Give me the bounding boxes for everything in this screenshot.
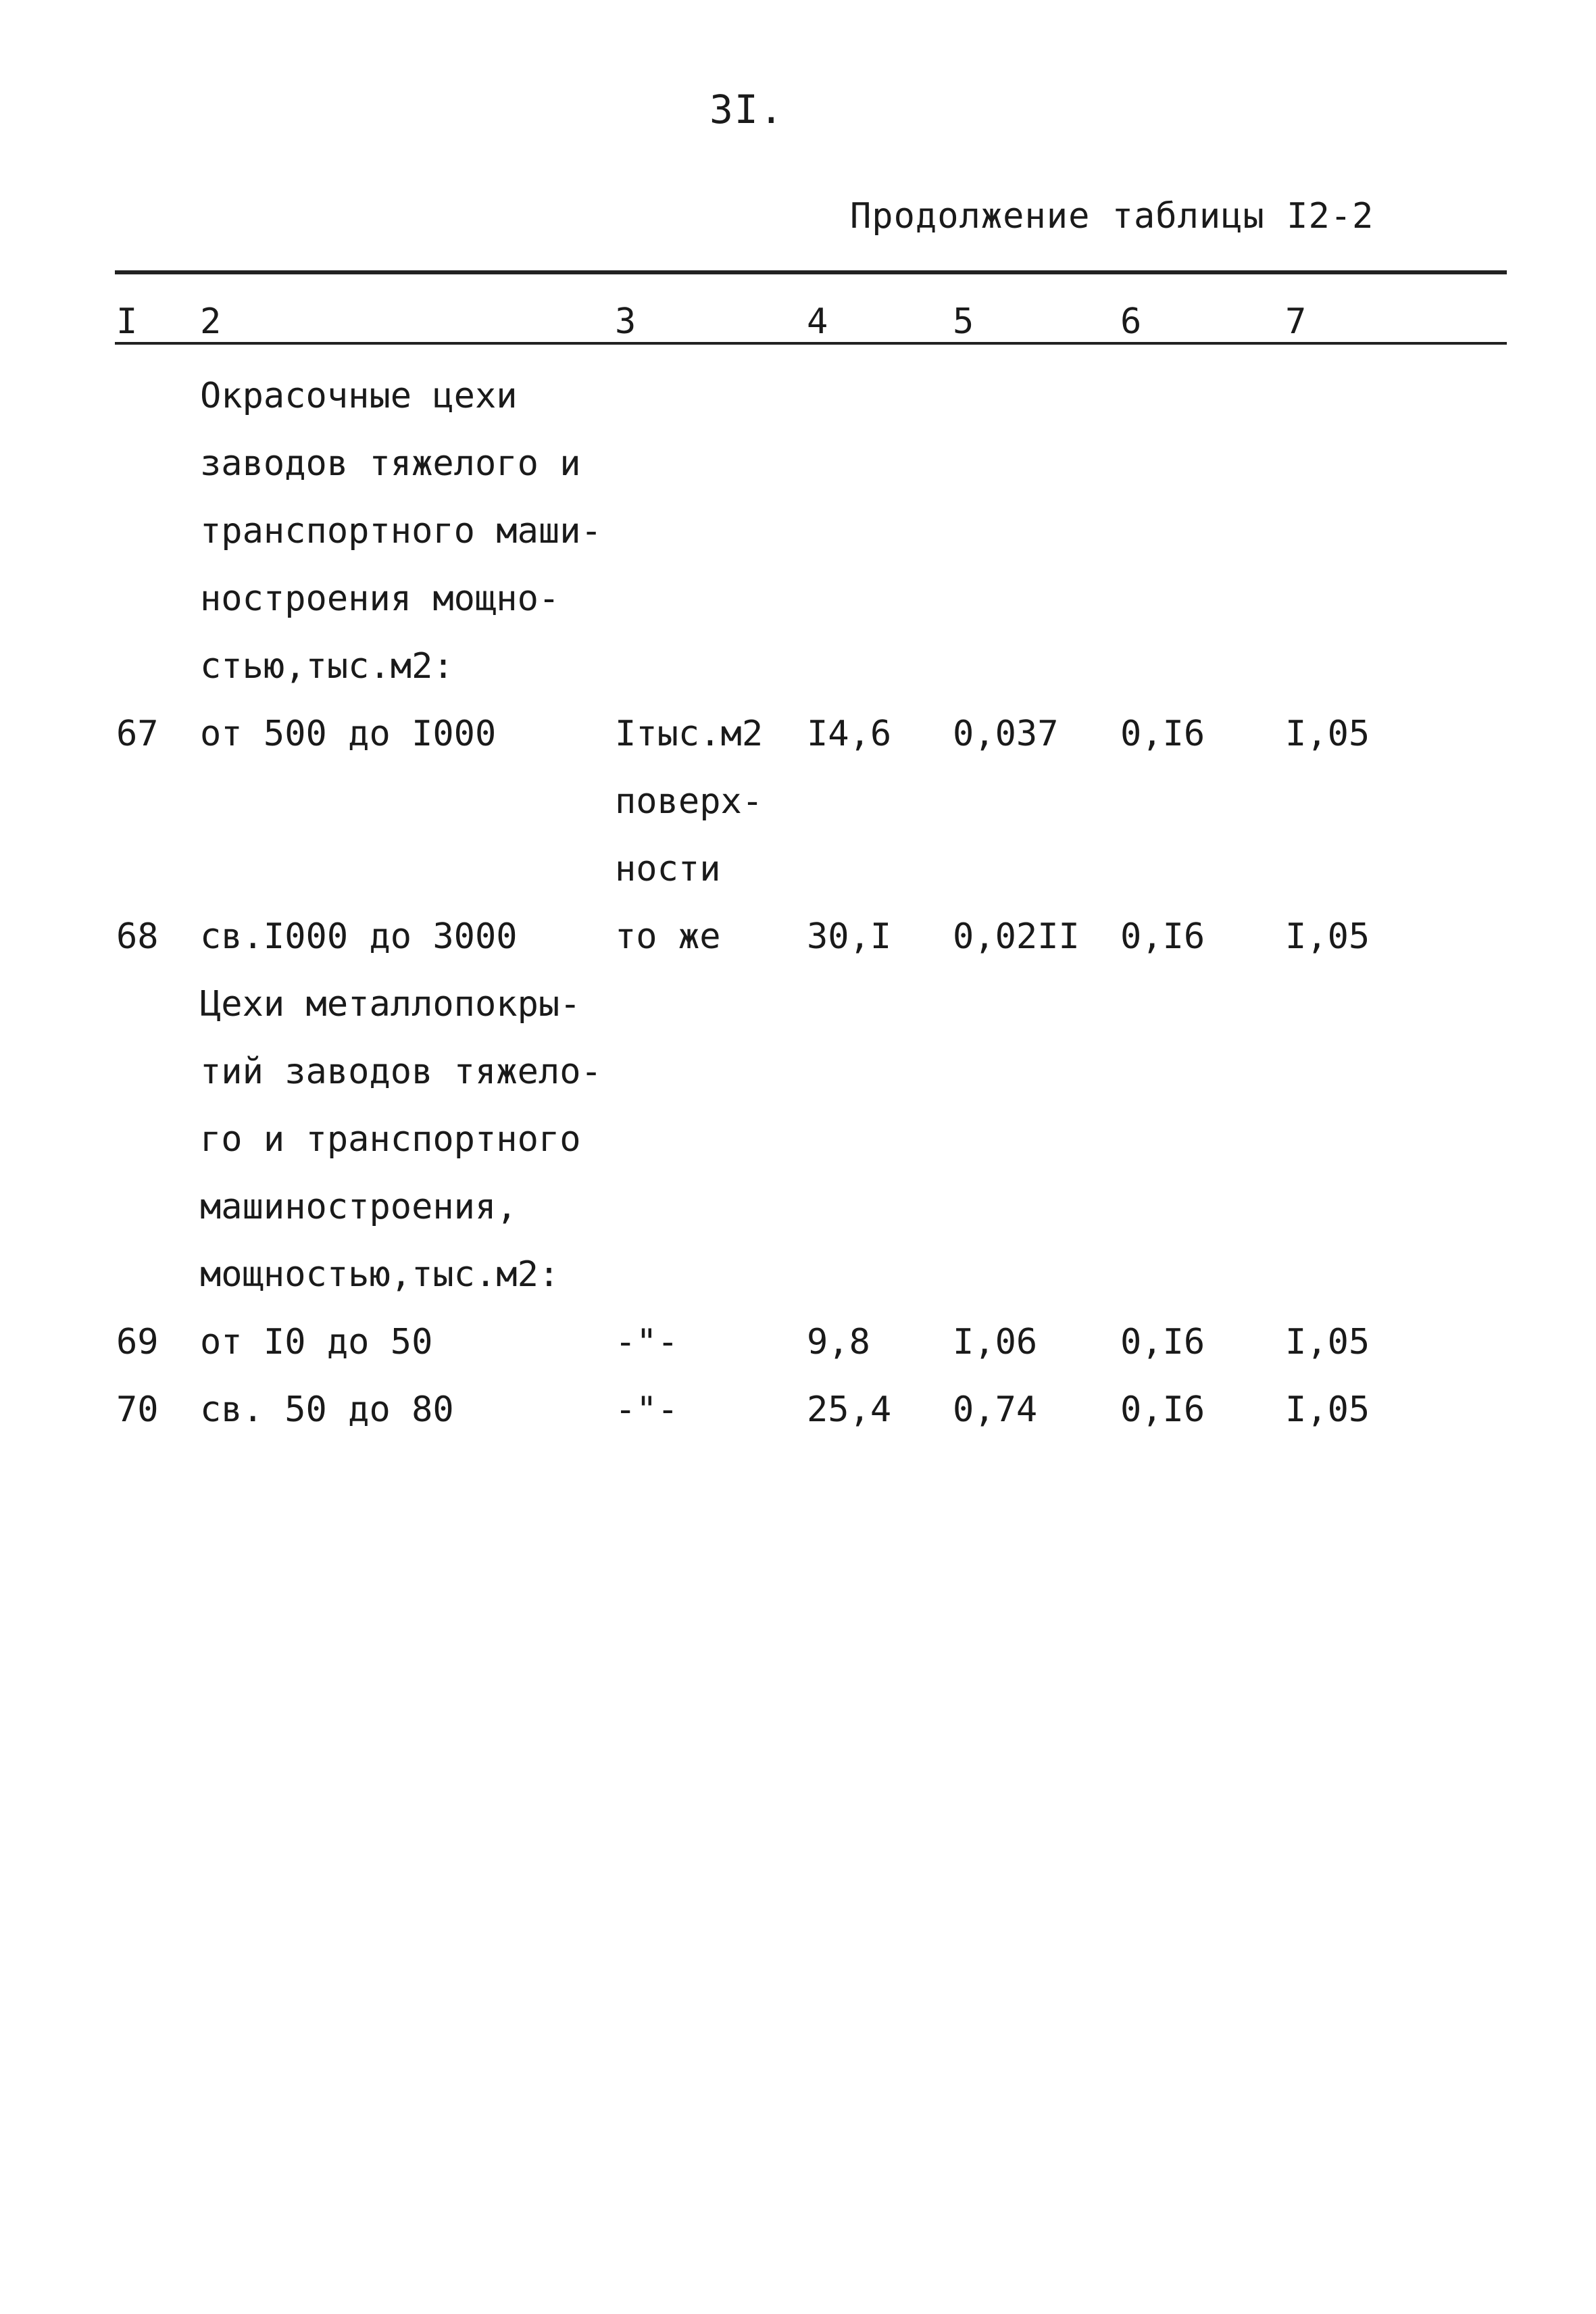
table-top-rule (115, 270, 1507, 274)
row-col-7: I,05 (1285, 1322, 1370, 1362)
row-number: 70 (116, 1389, 159, 1430)
section-title-line: машиностроения, (200, 1187, 518, 1227)
row-col-5: I,06 (953, 1322, 1038, 1362)
row-number: 68 (116, 916, 159, 957)
row-col-5: 0,02II (953, 916, 1080, 957)
header-col-7: 7 (1285, 301, 1307, 342)
row-col-4: I4,6 (807, 714, 892, 754)
row-unit: -"- (615, 1322, 678, 1362)
section-title-line: го и транспортного (200, 1119, 581, 1160)
header-col-4: 4 (807, 301, 828, 342)
row-col-4: 25,4 (807, 1389, 892, 1430)
row-number: 67 (116, 714, 159, 754)
row-col-7: I,05 (1285, 916, 1370, 957)
row-col-7: I,05 (1285, 714, 1370, 754)
row-col-5: 0,74 (953, 1389, 1038, 1430)
section-title-painting-shops (200, 362, 602, 700)
row-name: св. 50 до 80 (200, 1389, 454, 1430)
row-col-6: 0,I6 (1120, 916, 1205, 957)
row-unit-line: ности (615, 849, 721, 889)
row-unit-line: Iтыс.м2 (615, 714, 764, 754)
row-col-6: 0,I6 (1120, 1322, 1205, 1362)
section-title-line: транспортного маши- (200, 511, 602, 551)
row-unit: -"- (615, 1389, 678, 1430)
table-caption: Продолжение таблицы I2-2 (850, 196, 1374, 237)
header-col-3: 3 (615, 301, 637, 342)
row-unit-line: поверх- (615, 781, 764, 822)
section-title-line: стью,тыс.м2: (200, 646, 454, 687)
row-col-5: 0,037 (953, 714, 1059, 754)
row-unit (615, 700, 763, 903)
section-title-line: мощностью,тыс.м2: (200, 1254, 560, 1295)
section-title-line: Окрасочные цехи (200, 376, 518, 416)
section-title-line: тий заводов тяжело- (200, 1052, 602, 1092)
row-unit: то же (615, 916, 721, 957)
row-col-7: I,05 (1285, 1389, 1370, 1430)
section-title-line: Цехи металлопокры- (200, 984, 581, 1025)
header-col-5: 5 (953, 301, 974, 342)
row-col-6: 0,I6 (1120, 714, 1205, 754)
section-title-metal-coating-shops (200, 970, 602, 1308)
row-col-6: 0,I6 (1120, 1389, 1205, 1430)
header-col-2: 2 (200, 301, 222, 342)
row-name: от I0 до 50 (200, 1322, 433, 1362)
page-number: 3I. (709, 87, 784, 132)
section-title-line: ностроения мощно- (200, 578, 560, 619)
header-col-1: I (116, 301, 138, 342)
row-name: св.I000 до 3000 (200, 916, 518, 957)
row-col-4: 30,I (807, 916, 892, 957)
row-col-4: 9,8 (807, 1322, 870, 1362)
row-name: от 500 до I000 (200, 714, 497, 754)
row-number: 69 (116, 1322, 159, 1362)
table-header-rule (115, 342, 1507, 345)
header-col-6: 6 (1120, 301, 1142, 342)
section-title-line: заводов тяжелого и (200, 443, 581, 484)
